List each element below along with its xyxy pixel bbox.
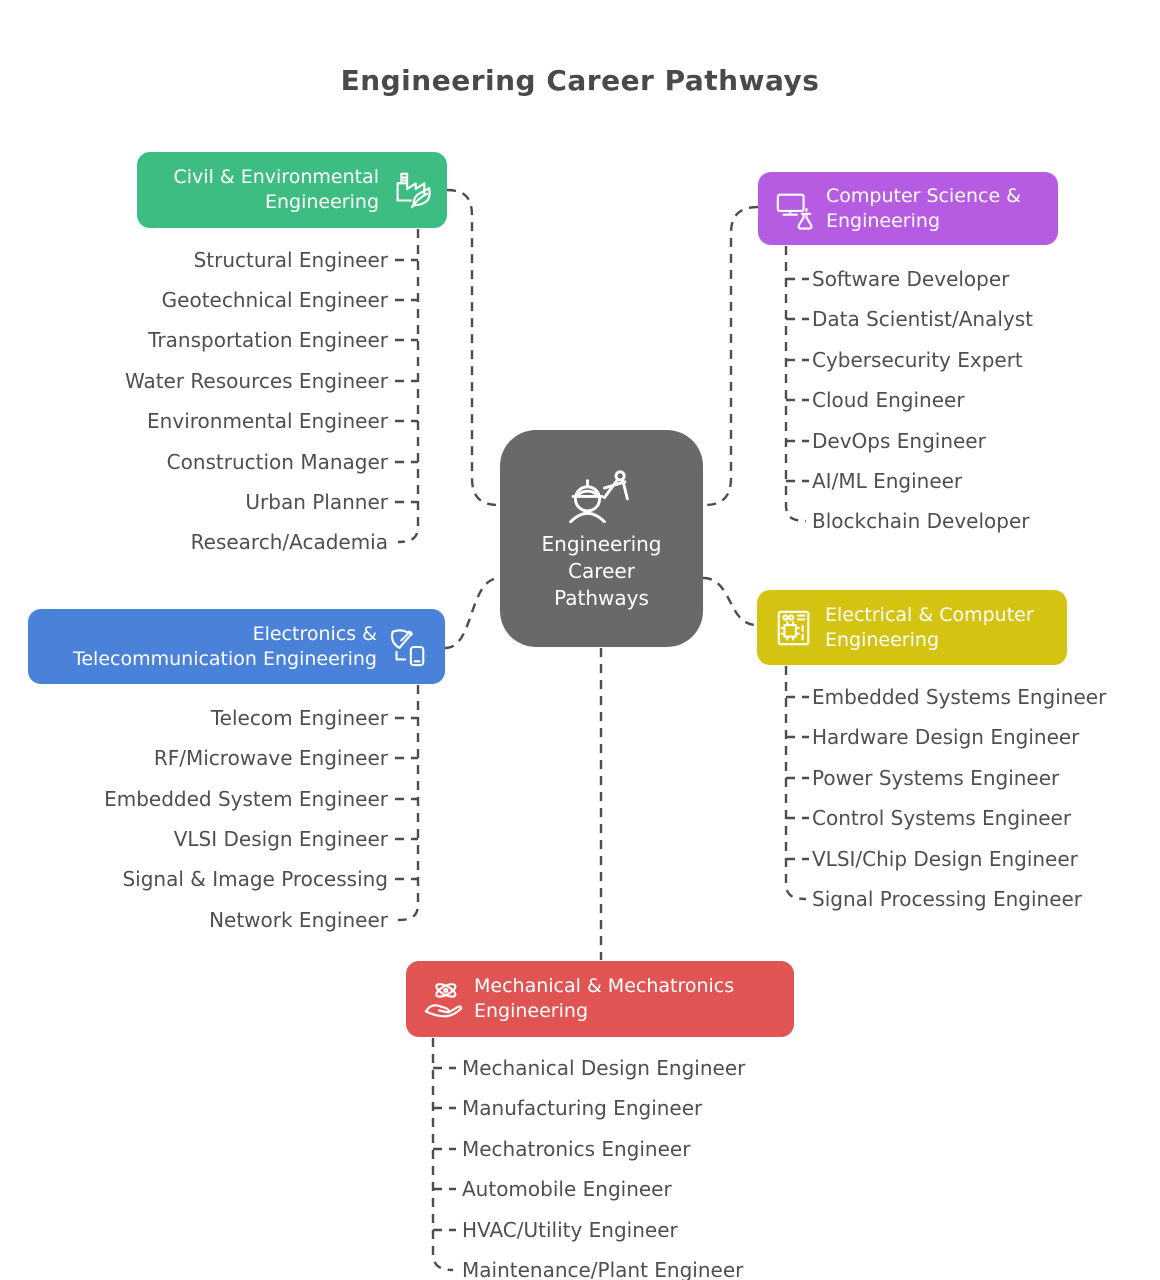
spine-ece (786, 666, 806, 899)
center-label-line1: Engineering (541, 532, 662, 556)
career-item-ece-5: Signal Processing Engineer (812, 887, 1083, 911)
factory-leaf-icon (389, 169, 431, 211)
circuit-board-icon (773, 607, 815, 649)
career-item-cs-5: AI/ML Engineer (812, 469, 963, 493)
branch-label-line1: Electrical & Computer (825, 603, 1034, 626)
career-item-etc-3: VLSI Design Engineer (173, 827, 388, 851)
item-ticks-mech (433, 1068, 456, 1230)
career-item-ece-1: Hardware Design Engineer (812, 725, 1080, 749)
center-label (542, 531, 662, 612)
hand-atom-icon (422, 978, 464, 1020)
career-item-cs-0: Software Developer (812, 267, 1010, 291)
career-item-etc-2: Embedded System Engineer (104, 787, 388, 811)
engineer-compass-icon (563, 465, 641, 523)
career-item-ece-4: VLSI/Chip Design Engineer (812, 847, 1078, 871)
item-ticks-ece (786, 697, 809, 859)
branch-label-line2: Telecommunication Engineering (72, 647, 377, 670)
spine-mech (433, 1038, 453, 1270)
item-ticks-civil (395, 260, 418, 502)
career-item-civil-5: Construction Manager (166, 450, 388, 474)
career-item-etc-5: Network Engineer (209, 908, 388, 932)
branch-label-line1: Computer Science & (826, 184, 1022, 207)
career-item-mech-4: HVAC/Utility Engineer (462, 1218, 678, 1242)
career-item-civil-6: Urban Planner (245, 490, 388, 514)
career-item-etc-4: Signal & Image Processing (122, 867, 388, 891)
career-item-civil-3: Water Resources Engineer (124, 369, 388, 393)
satellite-phone-icon (387, 626, 429, 668)
branch-node-mechanical (406, 961, 794, 1037)
item-ticks-etc (395, 718, 418, 879)
center-label-line2: Career (568, 559, 635, 583)
branch-node-computer-science (758, 172, 1058, 245)
spine-etc (398, 685, 418, 920)
branch-node-civil (137, 152, 447, 228)
connector-center-ece (703, 578, 757, 625)
branch-label (474, 974, 734, 1024)
branch-label (153, 165, 379, 215)
connector-cs-center (705, 207, 758, 505)
career-item-cs-6: Blockchain Developer (812, 509, 1030, 533)
connector-etc-center (445, 578, 500, 648)
career-item-civil-0: Structural Engineer (193, 248, 388, 272)
career-item-cs-2: Cybersecurity Expert (812, 348, 1023, 372)
career-item-mech-5: Maintenance/Plant Engineer (462, 1258, 744, 1280)
career-item-civil-4: Environmental Engineer (147, 409, 388, 433)
career-item-cs-3: Cloud Engineer (812, 388, 965, 412)
branch-label (825, 603, 1034, 653)
career-item-mech-3: Automobile Engineer (462, 1177, 672, 1201)
branch-label-line2: Engineering (826, 209, 940, 232)
career-item-ece-2: Power Systems Engineer (812, 766, 1060, 790)
career-item-etc-1: RF/Microwave Engineer (153, 746, 388, 770)
career-item-ece-3: Control Systems Engineer (812, 806, 1072, 830)
career-item-ece-0: Embedded Systems Engineer (812, 685, 1107, 709)
branch-label-line1: Mechanical & Mechatronics (474, 975, 735, 997)
page-title: Engineering Career Pathways (340, 64, 820, 97)
career-item-civil-2: Transportation Engineer (148, 328, 388, 352)
branch-label-line2: Engineering (474, 1000, 588, 1022)
branch-label-line2: Engineering (825, 628, 939, 651)
connector-civil-center (447, 190, 498, 505)
center-label-line3: Pathways (554, 586, 649, 610)
computer-flask-icon (774, 188, 816, 230)
spine-civil (398, 229, 418, 542)
career-item-mech-2: Mechatronics Engineer (462, 1137, 691, 1161)
career-item-civil-1: Geotechnical Engineer (161, 288, 388, 312)
career-item-etc-0: Telecom Engineer (210, 706, 388, 730)
branch-label (44, 622, 377, 672)
career-item-cs-4: DevOps Engineer (812, 429, 986, 453)
career-item-mech-0: Mechanical Design Engineer (462, 1056, 746, 1080)
item-ticks-cs (786, 279, 809, 481)
branch-node-electrical-computer (757, 590, 1067, 665)
career-item-civil-7: Research/Academia (190, 530, 388, 554)
branch-label-line1: Civil & Environmental (173, 166, 379, 188)
career-item-cs-1: Data Scientist/Analyst (812, 307, 1034, 331)
branch-node-electronics-telecom (28, 609, 445, 684)
center-node (500, 430, 703, 647)
branch-label-line2: Engineering (265, 191, 379, 213)
career-item-mech-1: Manufacturing Engineer (462, 1096, 703, 1120)
spine-cs (786, 246, 806, 521)
branch-label (826, 184, 1021, 234)
branch-label-line1: Electronics & (252, 622, 377, 645)
